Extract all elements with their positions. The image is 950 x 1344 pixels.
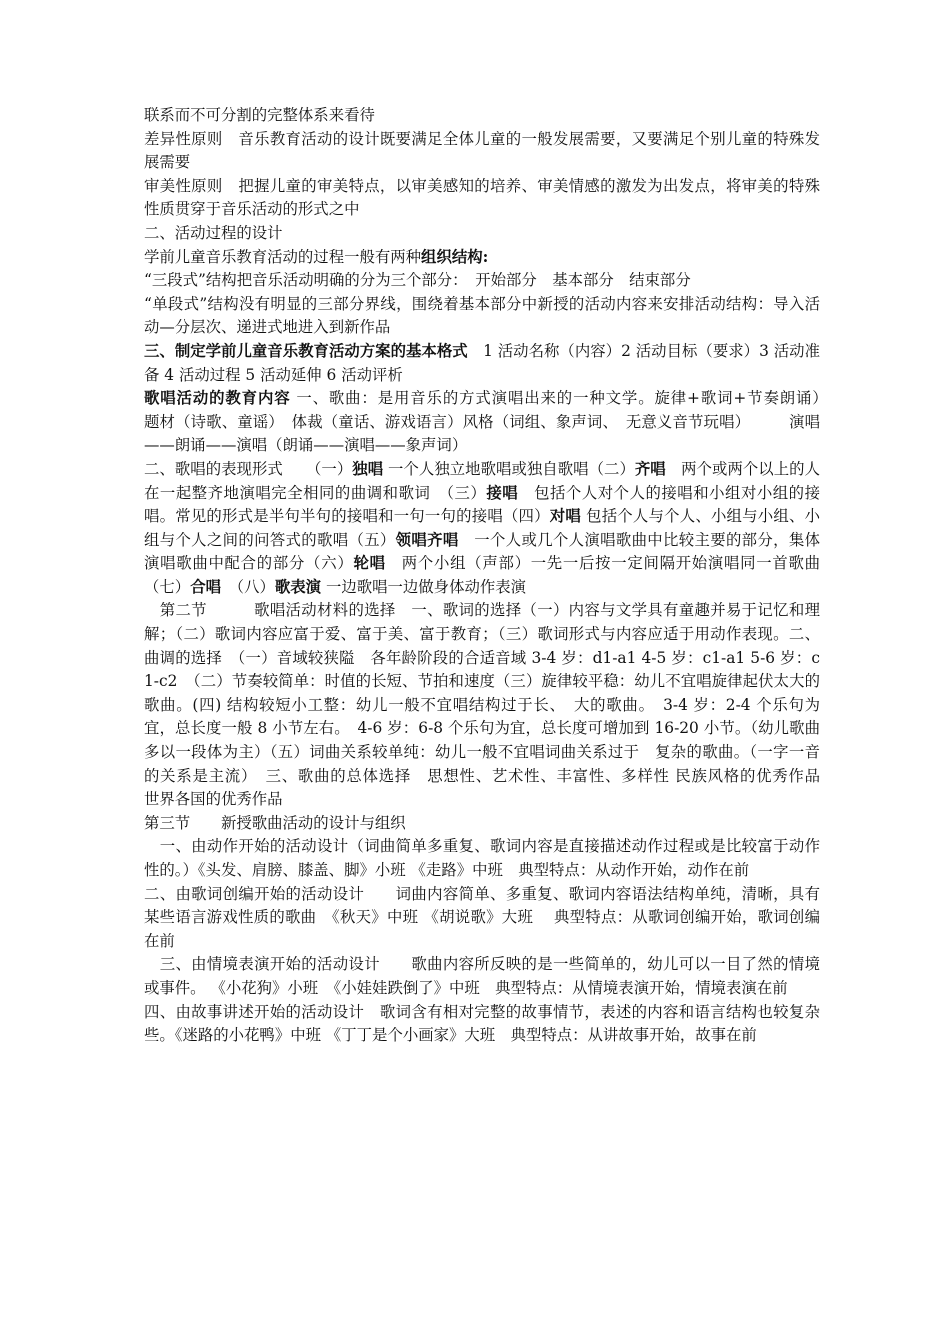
paragraph-p13 <box>144 835 820 882</box>
bold-text: 对唱 <box>549 507 581 526</box>
bold-text: 齐唱 <box>634 459 666 478</box>
text-run: 两个或两个以上的人在一起整齐地演唱完全相同的曲调和歌词 （三） <box>144 459 820 502</box>
paragraph-p7 <box>144 293 820 340</box>
text-run: 三、由情境表演开始的活动设计 歌曲内容所反映的是一些简单的，幼儿可以一目了然的情境或事件。 《小花狗》小班 《小娃娃跌倒了》中班 典型特点：从情境表演开始，情境表演在前 <box>144 955 820 997</box>
text-run: 包括个人对个人的接唱和小组对小组的接唱。常见的形式是半句半句的接唱和一句一句的接唱（四） <box>144 483 820 526</box>
paragraph-p2 <box>144 128 820 175</box>
paragraph-p12 <box>144 812 820 836</box>
bold-text: 轮唱 <box>353 554 386 573</box>
paragraph-p6 <box>144 269 820 293</box>
text-run: 包括个人与个人、小组与小组、小组与个人之间的问答式的歌唱（五） <box>144 507 820 549</box>
bold-text: 歌唱活动的教育内容 <box>144 389 291 408</box>
text-run: （八） <box>220 577 275 596</box>
paragraph-p10 <box>144 458 820 600</box>
paragraph-p3 <box>144 175 820 222</box>
text-run: 一个人或几个人演唱歌曲中比较主要的部分，集体演唱歌曲中配合的部分（六） <box>144 530 820 573</box>
text-run: 差异性原则 音乐教育活动的设计既要满足全体儿童的一般发展需要，又要满足个别儿童的特殊发展需要 <box>144 129 820 172</box>
bold-text: 合唱 <box>190 577 221 596</box>
bold-text: 组织结构: <box>421 247 489 266</box>
text-run: 二、活动过程的设计 <box>144 223 283 242</box>
paragraph-p5 <box>144 246 820 270</box>
text-run: 一边歌唱一边做身体动作表演 <box>321 577 527 596</box>
paragraph-p9 <box>144 387 851 458</box>
text-run: 审美性原则 把握儿童的审美特点，以审美感知的培养、审美情感的激发为出发点，将审美的特殊性质贯穿于音乐活动的形式之中 <box>144 176 820 219</box>
paragraph-p8 <box>144 340 820 387</box>
text-run: 1 活动名称（内容）2 活动目标（要求）3 活动准备 4 活动过程 5 活动延伸 6 活动评析 <box>144 341 820 384</box>
text-run: “单段式”结构没有明显的三部分界线，围绕着基本部分中新授的活动内容来安排活动结构：导入活动—分层次、递进式地进入到新作品 <box>144 294 820 337</box>
text-run: 第二节 歌唱活动材料的选择 一、歌词的选择（一）内容与文学具有童趣并易于记忆和理解；（二）歌词内容应富于爱、富于美、富于教育；（三）歌词形式与内容应适于用动作表现。二、曲调的选择 （一）音域较狭隘 各年龄阶段的合适音域 3-4 岁：d1-a1 4-5 岁：c1-a1 5-6 岁：c1-c2 （二）节奏较简单：时值的长短、节拍和速度（三）旋律较平稳：幼儿不宜唱旋律起伏太大的歌曲。(四) 结构较短小工整：幼儿一般不宜唱结构过于长、 大的歌曲。 3-4 岁：2-4 个乐句为宜，总长度一般 8 小节左右。 4-6 岁：6-8 个乐句为宜，总长度可增加到 16-20 小节。（幼儿歌曲多以一段体为主）（五）词曲关系较单纯：幼儿一般不宜唱词曲关系过于 复杂的歌曲。（一字一音的关系是主流） 三、歌曲的总体选择 思想性、艺术性、丰富性、多样性 民族风格的优秀作品 世界各国的优秀作品 <box>144 601 841 809</box>
text-run: 一个人独立地歌唱或独自歌唱（二） <box>383 459 635 478</box>
bold-text: 歌表演 <box>274 577 322 596</box>
text-run: 一、歌曲：是用音乐的方式演唱出来的一种文学。旋律+歌词+节奏朗诵） 题材（诗歌、童谣） 体裁（童话、游戏语言）风格（词组、象声词、 无意义音节玩唱） 演唱——朗诵——演唱（朗诵——演唱——象声词） <box>144 389 851 455</box>
paragraph-p15 <box>144 953 820 1000</box>
text-run: 联系而不可分割的完整体系来看待 <box>144 106 375 124</box>
paragraph-p11 <box>144 599 841 811</box>
text-run: 二、由歌词创编开始的活动设计 词曲内容简单、多重复、歌词内容语法结构单纯，清晰，具有某些语言游戏性质的歌曲 《秋天》中班 《胡说歌》大班 典型特点：从歌词创编开始，歌词创编在前 <box>144 884 820 950</box>
text-run: 学前儿童音乐教育活动的过程一般有两种 <box>144 247 422 266</box>
bold-text: 独唱 <box>352 459 384 478</box>
paragraph-p16 <box>144 1001 820 1048</box>
text-run: 两个小组（声部）一先一后按一定间隔开始演唱同一首歌曲（七） <box>144 554 820 596</box>
text-run: 一、由动作开始的活动设计（词曲简单多重复、歌词内容是直接描述动作过程或是比较富于动作性的。）《头发、肩膀、膝盖、脚》小班 《走路》中班 典型特点：从动作开始，动作在前 <box>144 837 820 879</box>
text-run: “三段式”结构把音乐活动明确的分为三个部分： 开始部分 基本部分 结束部分 <box>144 271 691 290</box>
text-run: 第三节 新授歌曲活动的设计与组织 <box>144 813 406 832</box>
bold-text: 三、制定学前儿童音乐教育活动方案的基本格式 <box>144 341 468 360</box>
bold-text: 领唱齐唱 <box>395 530 459 549</box>
paragraph-p14 <box>144 883 820 954</box>
paragraph-p1 <box>144 104 820 128</box>
text-run: 二、歌唱的表现形式 （一） <box>144 459 353 478</box>
document-body <box>144 104 851 1048</box>
bold-text: 接唱 <box>486 483 519 502</box>
paragraph-p4 <box>144 222 820 246</box>
text-run: 四、由故事讲述开始的活动设计 歌词含有相对完整的故事情节，表述的内容和语言结构也较复杂些。《迷路的小花鸭》中班 《丁丁是个小画家》大班 典型特点：从讲故事开始，故事在前 <box>144 1002 820 1045</box>
